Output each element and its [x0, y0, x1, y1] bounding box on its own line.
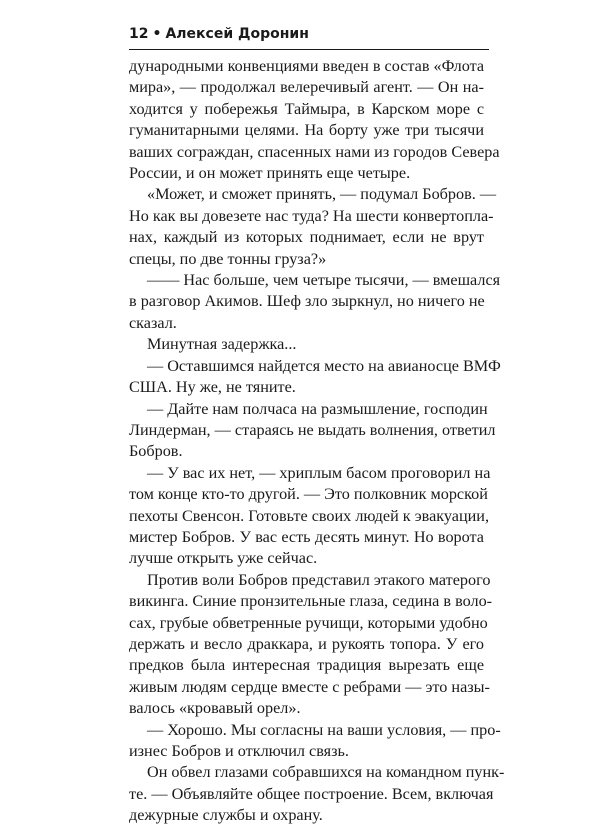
paragraph [129, 334, 484, 355]
text-line: Бобров. [129, 442, 183, 461]
text-line: том конце кто-то другой. — Это полковник морской [129, 485, 488, 504]
text-line: валось «кровавый орел». [129, 699, 301, 718]
text-line: «Может, и сможет принять, — подумал Бобров. — [147, 185, 497, 204]
text-line: изнес Бобров и отключил связь. [129, 742, 349, 760]
paragraph [129, 270, 501, 334]
paragraph [129, 399, 496, 463]
text-line: Линдерман, — стараясь не выдать волнения, ответил [129, 420, 496, 439]
text-line: сах, грубые обветренные ручищи, которыми удобно [129, 613, 488, 632]
text-line: Он обвел глазами собравшихся на командном пунк- [147, 763, 505, 782]
text-line: — Хорошо. Мы согласны на ваши условия, — про- [147, 720, 501, 739]
running-header [129, 26, 489, 42]
text-line: пехоты Свенсон. Готовьте своих людей к эвакуации, [129, 506, 490, 525]
header-separator: • [152, 26, 162, 42]
text-line: Против воли Бобров представил этакого матерого [147, 570, 491, 589]
text-line: мира», — продолжал велеречивый агент. — Он на- [129, 78, 484, 97]
text-line: сказал. [129, 313, 177, 332]
text-line: держать и весло драккара, и рукоять топора. У его [129, 634, 484, 653]
paragraph [129, 184, 497, 270]
text-line: ваших сограждан, спасенных нами из городов Севера [129, 142, 500, 161]
text-line: мистер Бобров. У вас есть десять минут. Но ворота [129, 527, 484, 546]
text-line: викинга. Синие пронзительные глаза, седина в воло- [129, 592, 493, 611]
text-line: дежурные службы и охрану. [129, 806, 323, 825]
paragraph [129, 463, 491, 570]
text-line: живым людям сердце вместе с ребрами — это назы- [129, 677, 490, 696]
text-line: — У вас их нет, — хриплым басом проговорил на [147, 463, 491, 482]
text-line: Минутная задержка... [147, 335, 297, 354]
page-number: 12 [129, 26, 149, 42]
text-line: ходится у побережья Таймыра, в Карском море с [129, 99, 484, 118]
paragraph [129, 356, 501, 399]
text-line: —— Нас больше, чем четыре тысячи, — вмешался [147, 271, 501, 290]
header-rule [129, 49, 489, 50]
author-name: Алексей Доронин [165, 26, 309, 42]
paragraph [129, 56, 500, 184]
text-line: спецы, по две тонны груза?» [129, 249, 327, 268]
paragraph [129, 570, 493, 720]
paragraph [129, 762, 505, 826]
text-line: в разговор Акимов. Шеф зло зыркнул, но ничего не [129, 292, 485, 311]
text-line: — Дайте нам полчаса на размышление, господин [147, 399, 488, 418]
text-line: США. Ну же, не тяните. [129, 378, 296, 397]
text-line: лучше открыть уже сейчас. [129, 549, 318, 568]
text-line: гуманитарными целями. На борту уже три тысячи [129, 121, 484, 140]
text-line: России, и он может принять еще четыре. [129, 164, 411, 183]
text-line: те. — Объявляйте общее построение. Всем, включая [129, 784, 494, 803]
text-line: дународными конвенциями введен в состав «Флота [129, 57, 485, 75]
text-line: — Оставшимся найдется место на авианосце ВМФ [147, 356, 501, 375]
body-text [129, 56, 505, 827]
text-line: нах, каждый из которых поднимает, если не врут [129, 228, 484, 247]
text-line: предков была интересная традиция вырезать еще [129, 656, 484, 675]
text-line: Но как вы довезете нас туда? На шести конвертопла- [129, 206, 494, 225]
paragraph [129, 720, 501, 763]
